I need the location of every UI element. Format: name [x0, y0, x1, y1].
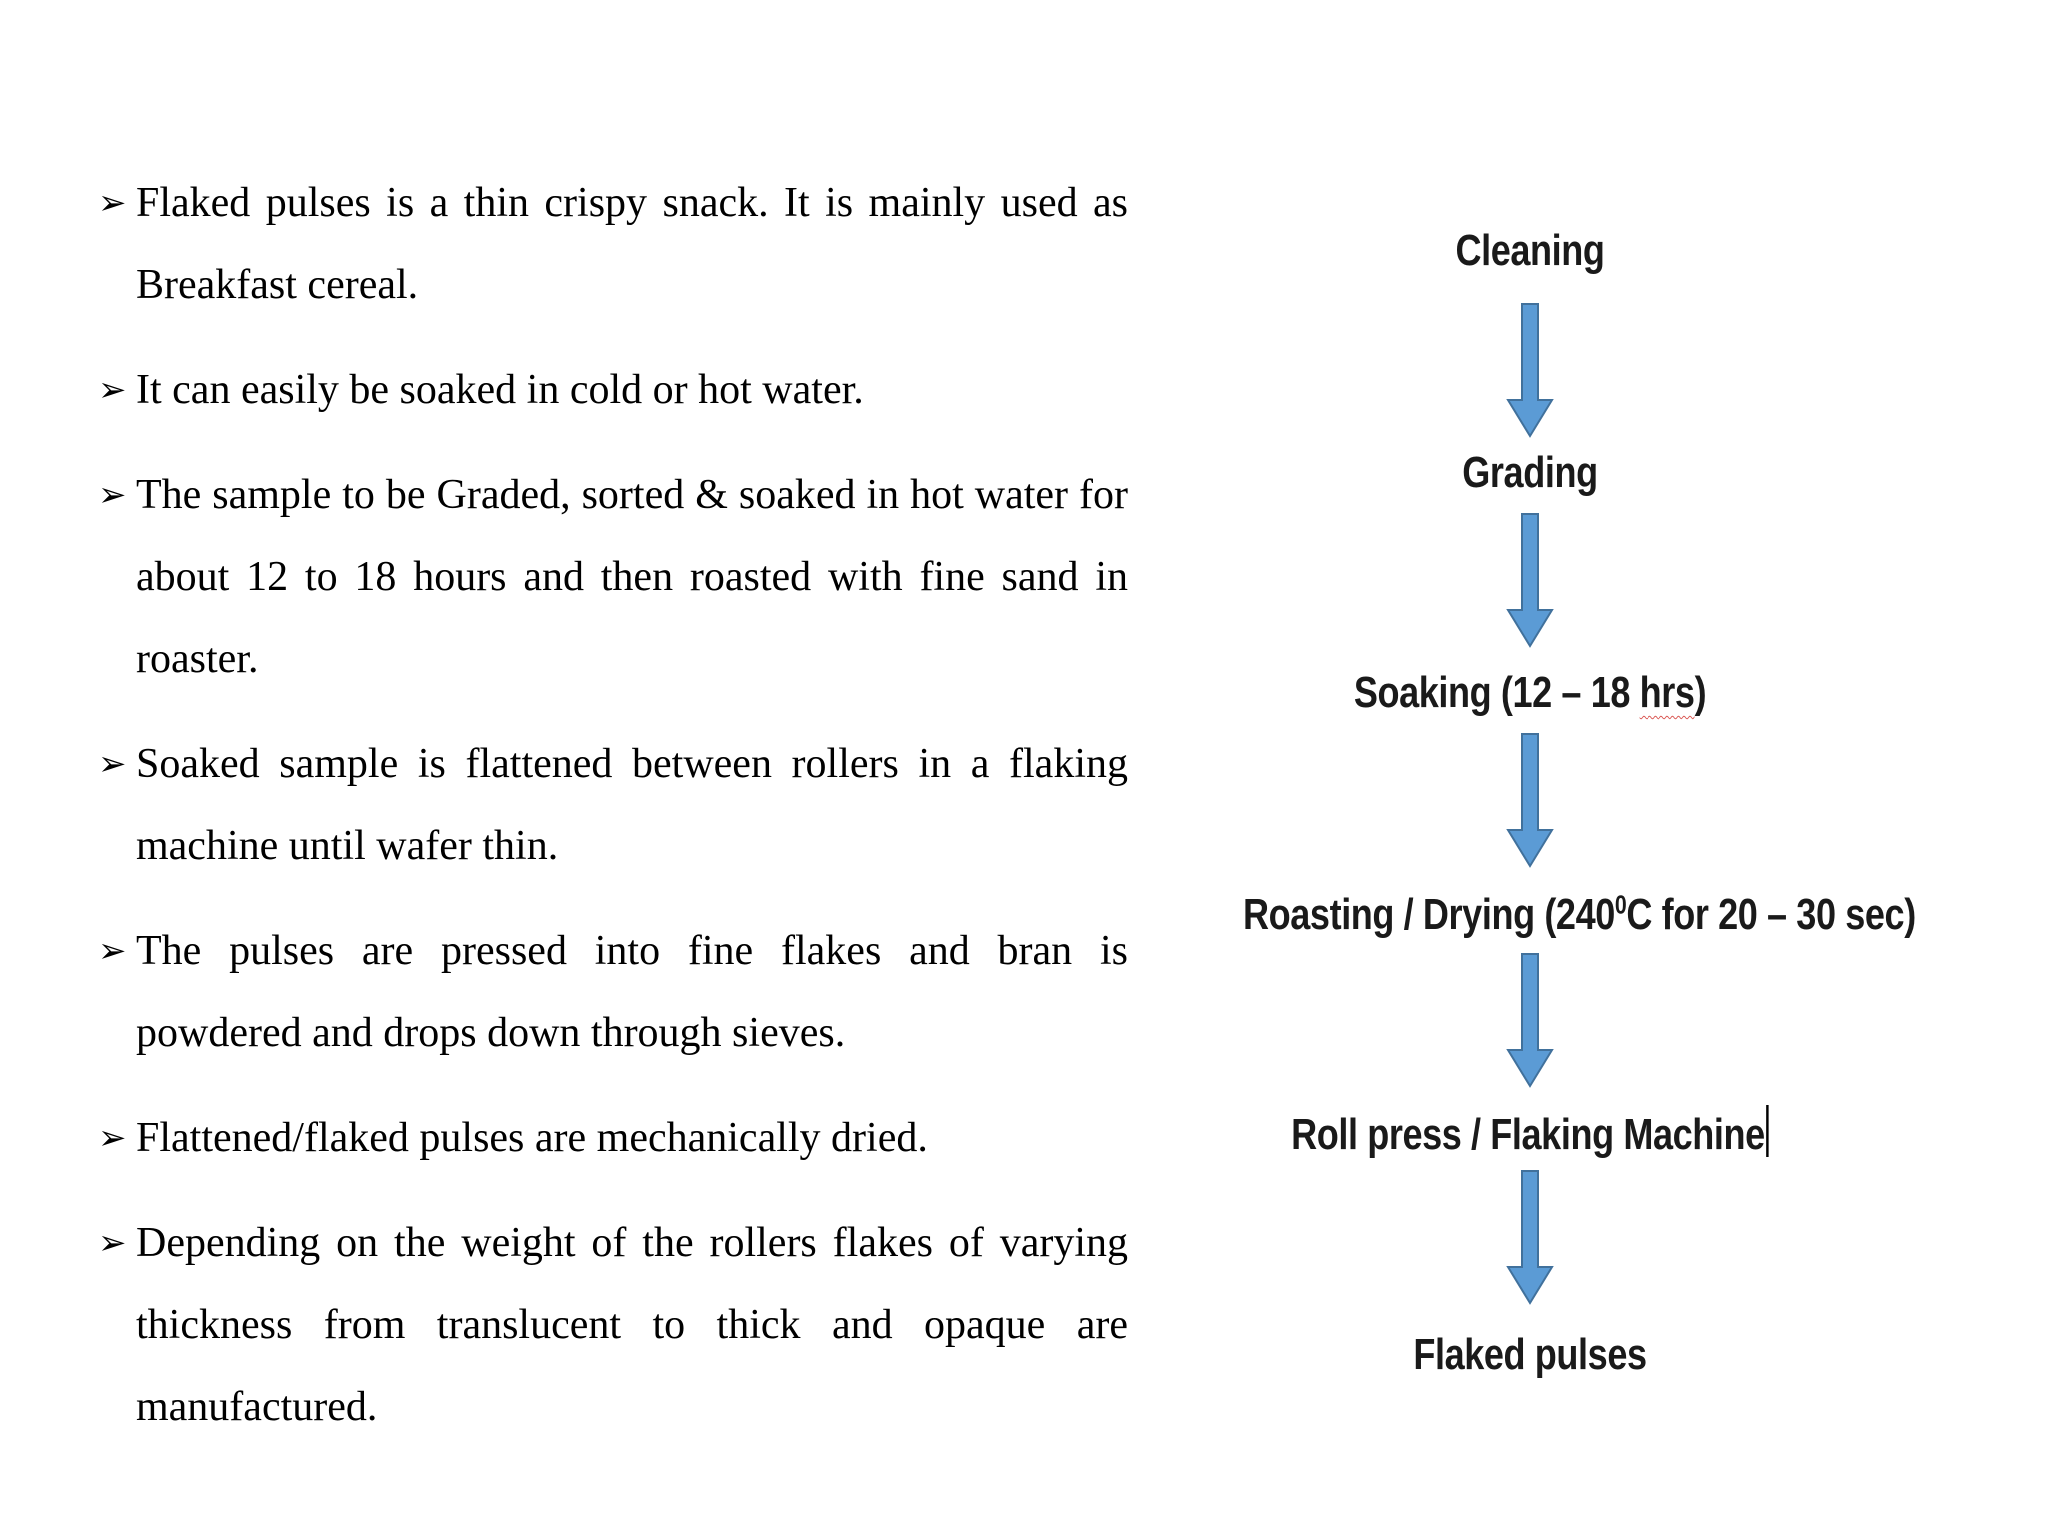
degree-superscript: 0: [1614, 889, 1627, 920]
arrowhead-bullet-icon: ➢: [98, 744, 127, 784]
bullet-item: [98, 1202, 1128, 1448]
flow-step-label: Roll press / Flaking Machine: [1291, 1110, 1765, 1159]
down-arrow-icon: [1502, 950, 1558, 1090]
arrowhead-bullet-icon: ➢: [98, 475, 127, 515]
spellcheck-underlined-word: hrs: [1639, 668, 1695, 717]
flow-step-grading: [1243, 445, 1817, 501]
arrowhead-bullet-icon: ➢: [98, 931, 127, 971]
flow-step-flaked-pulses: [1243, 1327, 1817, 1383]
bullet-text: It can easily be soaked in cold or hot water.: [136, 367, 864, 413]
down-arrow-icon: [1502, 730, 1558, 870]
flow-step-soaking: [1243, 665, 1817, 721]
bullet-text: Depending on the weight of the rollers flakes of varying thickness from translucent to thick and opaque are manufactured.: [136, 1220, 1128, 1430]
bullet-item: [98, 1097, 1128, 1179]
down-arrow-icon: [1502, 300, 1558, 440]
process-flow-diagram: [1180, 205, 1916, 1405]
arrowhead-bullet-icon: ➢: [98, 183, 127, 223]
bullet-item: [98, 723, 1128, 887]
flow-step-roll-press: [1243, 1105, 1817, 1163]
bullet-text: The pulses are pressed into fine flakes and bran is powdered and drops down through sieves.: [136, 928, 1128, 1056]
bullet-item: [98, 454, 1128, 700]
bullet-text: The sample to be Graded, sorted & soaked in hot water for about 12 to 18 hours and then roasted with fine sand in roaster.: [136, 472, 1128, 682]
bullet-item: [98, 349, 1128, 431]
flow-step-label: Roasting / Drying (240: [1243, 890, 1615, 939]
arrowhead-bullet-icon: ➢: [98, 370, 127, 410]
down-arrow-icon: [1502, 510, 1558, 650]
bullet-item: [98, 910, 1128, 1074]
down-arrow-icon: [1502, 1167, 1558, 1307]
bullet-list: [98, 162, 1128, 1471]
bullet-item: [98, 162, 1128, 326]
arrowhead-bullet-icon: ➢: [98, 1223, 127, 1263]
flow-step-label: Flaked pulses: [1413, 1330, 1647, 1379]
flow-step-label: C for 20 – 30 sec): [1626, 890, 1916, 939]
bullet-text: Soaked sample is flattened between rollers in a flaking machine until wafer thin.: [136, 741, 1128, 869]
flow-step-label: Soaking (12 – 18: [1353, 668, 1640, 717]
text-cursor: [1766, 1105, 1768, 1157]
bullet-text: Flattened/flaked pulses are mechanically dried.: [136, 1115, 928, 1161]
flow-step-label: Cleaning: [1455, 226, 1605, 275]
flow-step-label: ): [1694, 668, 1707, 717]
bullet-text: Flaked pulses is a thin crispy snack. It is mainly used as Breakfast cereal.: [136, 180, 1128, 308]
arrowhead-bullet-icon: ➢: [98, 1118, 127, 1158]
flow-step-cleaning: [1243, 223, 1817, 279]
flow-step-roasting: [1243, 887, 1916, 943]
flow-step-label: Grading: [1462, 448, 1598, 497]
